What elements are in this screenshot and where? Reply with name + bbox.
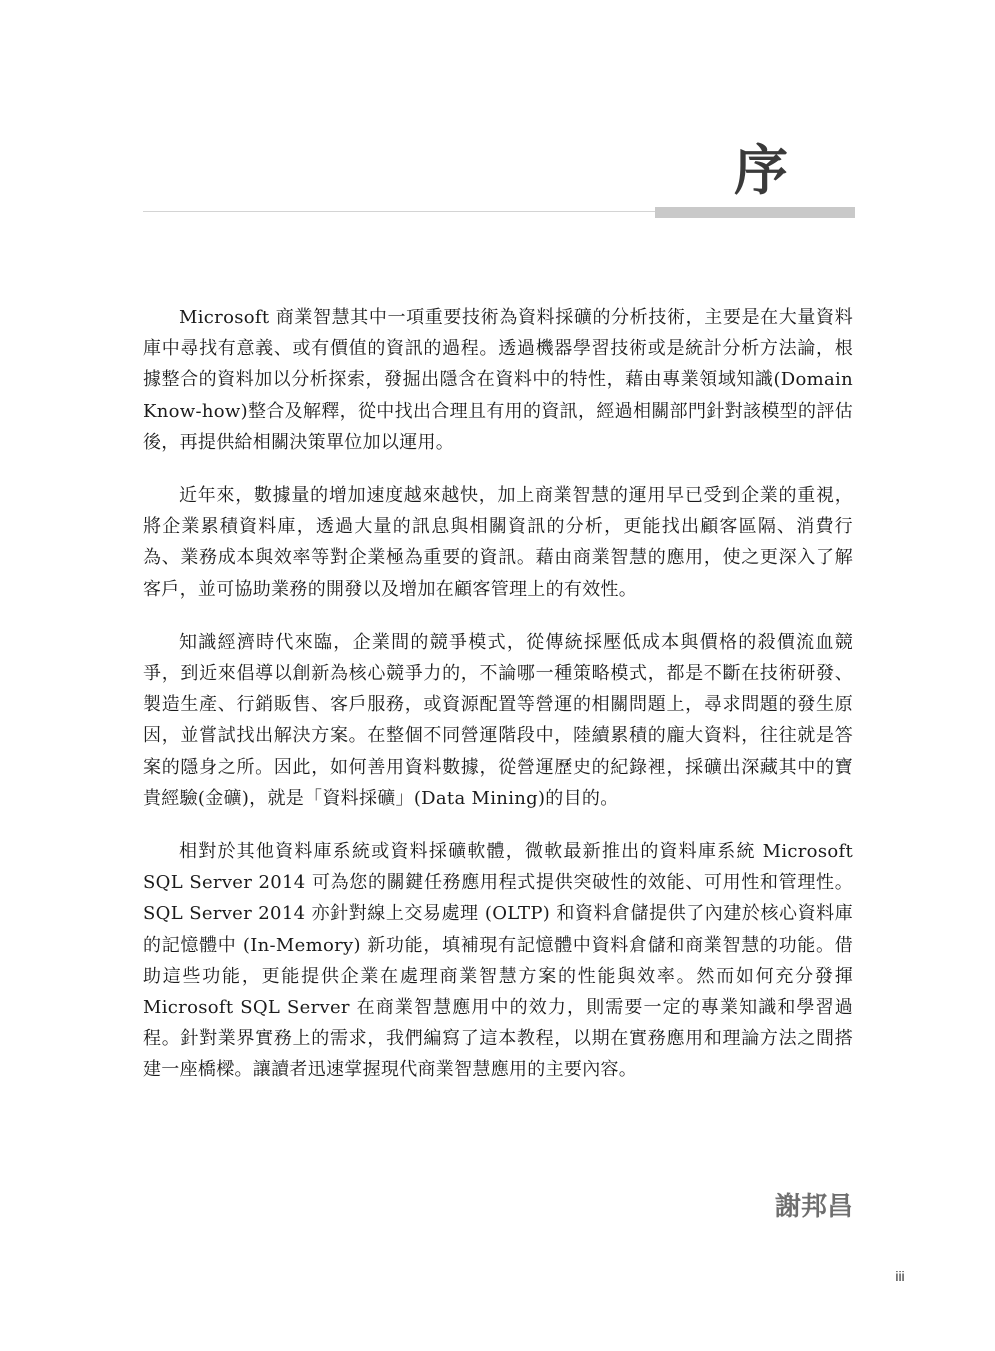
paragraph-4: 相對於其他資料庫系統或資料採礦軟體，微軟最新推出的資料庫系統 Microsoft SQL Server 2014 可為您的關鍵任務應用程式提供突破性的效能、可用性和管理性。SQL Server 2014 亦針對線上交易處理 (OLTP) 和資料倉儲提供了內建於核心資料庫的記憶體中 (In-Memory) 新功能，填補現有記憶體中資料倉儲和商業智慧的功能。借助這些功能，更能提供企業在處理商業智慧方案的性能與效率。然而如何充分發揮 Microsoft SQL Server 在商業智慧應用中的效力，則需要一定的專業知識和學習過程。針對業界實務上的需求，我們編寫了這本教程，以期在實務應用和理論方法之間搭建一座橋樑。讓讀者迅速掌握現代商業智慧應用的主要內容。 bbox=[143, 841, 853, 1081]
title-accent-bar bbox=[655, 207, 855, 218]
preface-title: 序 bbox=[734, 139, 788, 202]
page-number: iii bbox=[895, 1268, 905, 1284]
author-signature: 謝邦昌 bbox=[774, 1192, 853, 1222]
paragraph-2: 近年來，數據量的增加速度越來越快，加上商業智慧的運用早已受到企業的重視，將企業累積資料庫，透過大量的訊息與相關資訊的分析，更能找出顧客區隔、消費行為、業務成本與效率等對企業極為重要的資訊。藉由商業智慧的應用，使之更深入了解客戶，並可協助業務的開發以及增加在顧客管理上的有效性。 bbox=[143, 485, 853, 600]
paragraph-3: 知識經濟時代來臨，企業間的競爭模式，從傳統採壓低成本與價格的殺價流血競爭，到近來倡導以創新為核心競爭力的，不論哪一種策略模式，都是不斷在技術研發、製造生產、行銷販售、客戶服務，或資源配置等營運的相關問題上，尋求問題的發生原因，並嘗試找出解決方案。在整個不同營運階段中，陸續累積的龐大資料，往往就是答案的隱身之所。因此，如何善用資料數據，從營運歷史的紀錄裡，採礦出深藏其中的寶貴經驗(金礦)，就是「資料採礦」(Data Mining)的目的。 bbox=[143, 631, 853, 809]
title-divider-line bbox=[143, 211, 655, 212]
preface-body bbox=[143, 302, 853, 1108]
paragraph-1: Microsoft 商業智慧其中一項重要技術為資料採礦的分析技術，主要是在大量資料庫中尋找有意義、或有價值的資訊的過程。透過機器學習技術或是統計分析方法論，根據整合的資料加以分析探索，發掘出隱含在資料中的特性，藉由專業領域知識(Domain Know-how)整合及解釋，從中找出合理且有用的資訊，經過相關部門針對該模型的評估後，再提供給相關決策單位加以運用。 bbox=[143, 307, 853, 453]
